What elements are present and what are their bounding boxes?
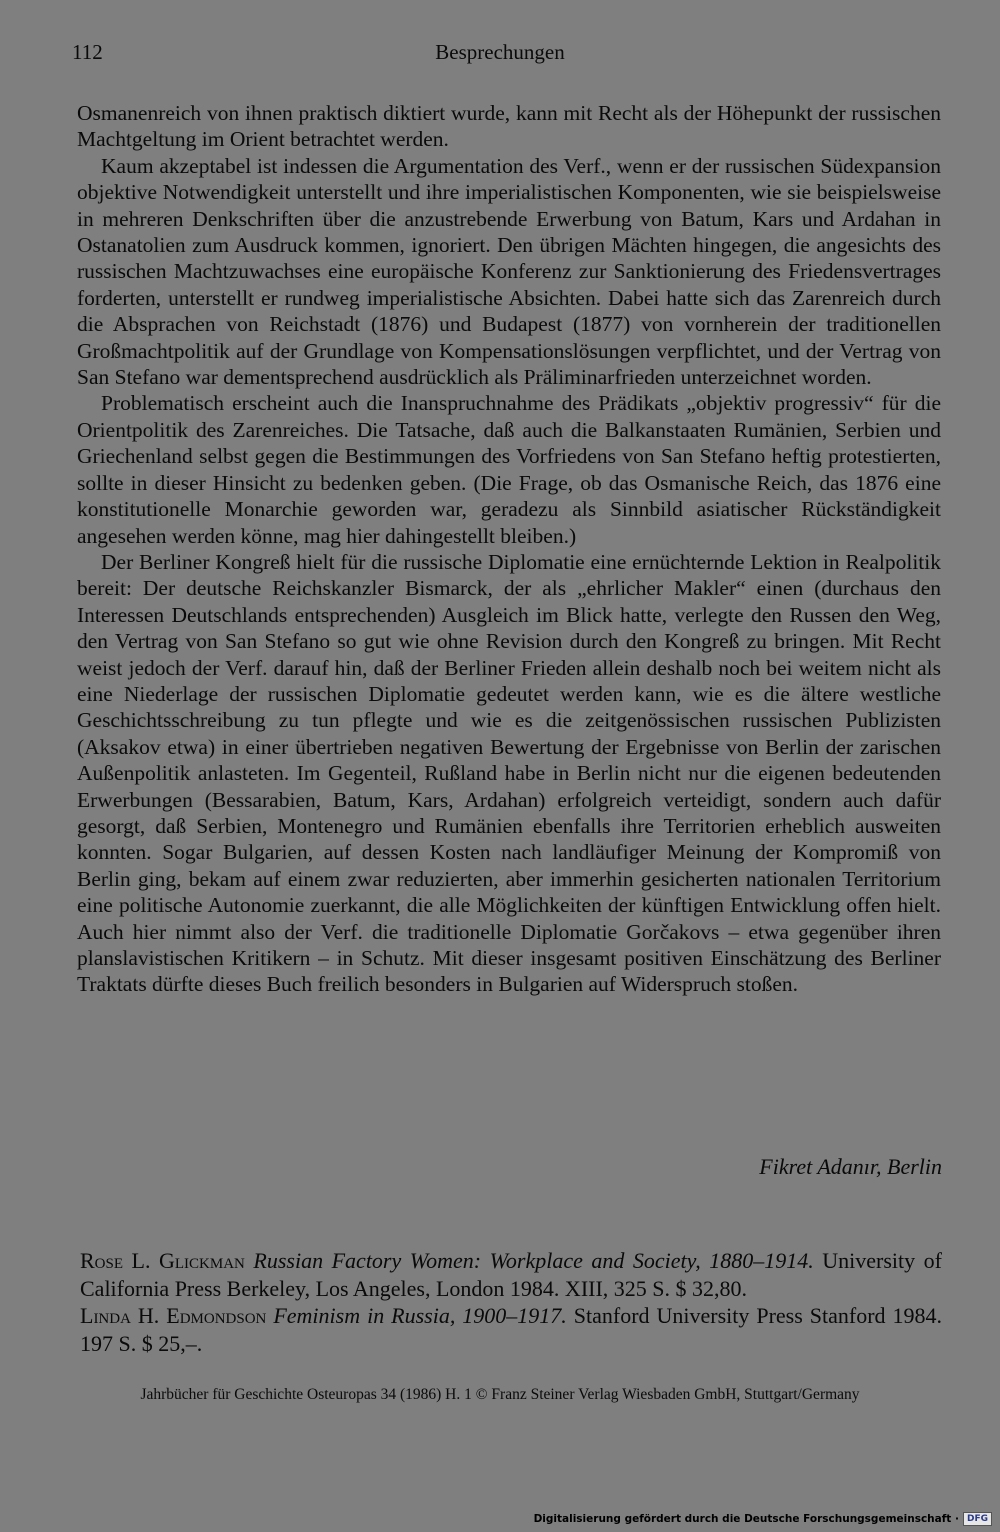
- bib-author: Rose L. Glickman: [80, 1248, 245, 1273]
- bib-publication: University of California Press Berkeley, Los Angeles, London 1984. XIII, 325 S. $ 32,80.: [80, 1248, 943, 1301]
- bib-title: Feminism in Russia, 1900–1917.: [273, 1303, 567, 1328]
- review-paragraph: Osmanenreich von ihnen praktisch diktiert wurde, kann mit Recht als der Höhepunkt der russischen Machtgeltung im Orient betrachtet werden.: [77, 101, 941, 152]
- journal-footer: Jahrbücher für Geschichte Osteuropas 34 (1986) H. 1 © Franz Steiner Verlag Wiesbaden GmbH, Stuttgart/Germany: [140, 1386, 860, 1403]
- digitization-notice: [534, 1512, 992, 1526]
- page-number: 112: [72, 40, 103, 64]
- review-paragraph: Kaum akzeptabel ist indessen die Argumentation des Verf., wenn er der russischen Südexpansion objektive Notwendigkeit unterstellt und ihre imperialistischen Komponenten, wie sie beispielsweise in mehreren Denkschriften über die anzustrebende Erwerbung von Batum, Kars und Ardahan in Ostanatolien zum Ausdruck kommen, ignoriert. Den übrigen Mächten hingegen, die angesichts des russischen Machtzuwachses eine europäische Konferenz zur Sanktionierung des Friedensvertrages forderten, unterstellt er rundweg imperialistische Absichten. Dabei hatte sich das Zarenreich durch die Absprachen von Reichstadt (1876) und Budapest (1877) von vornherein der traditionellen Großmachtpolitik auf der Grundlage von Kompensationslösungen verpflichtet, und der Vertrag von San Stefano war dementsprechend ausdrücklich als Präliminarfrieden unterzeichnet worden.: [77, 153, 941, 390]
- review-paragraph: Problematisch erscheint auch die Inanspruchnahme des Prädikats „objektiv progressiv“ für die Orientpolitik des Zarenreiches. Die Tatsache, daß auch die Balkanstaaten Rumänien, Serbien und Griechenland selbst gegen die Bestimmungen des Vorfriedens von San Stefano heftig protestierten, sollte in dieser Hinsicht zu bedenken geben. (Die Frage, ob das Osmanische Reich, das 1876 eine konstitutionelle Monarchie geworden war, geradezu als Sinnbild asiatischer Rückständigkeit angesehen werden könne, mag hier dahingestellt bleiben.): [77, 391, 941, 548]
- running-title: Besprechungen: [435, 40, 565, 64]
- review-body: [77, 100, 941, 998]
- bibliography-entry: [80, 1302, 942, 1358]
- bib-author: Linda H. Edmondson: [80, 1303, 267, 1328]
- bibliography-entry: [80, 1247, 942, 1303]
- review-paragraph: Der Berliner Kongreß hielt für die russische Diplomatie eine ernüchternde Lektion in Realpolitik bereit: Der deutsche Reichskanzler Bismarck, der als „ehrlicher Makler“ einen (durchaus den Interessen Deutschlands entsprechenden) Ausgleich im Blick hatte, verlegte den Russen den Weg, den Vertrag von San Stefano so gut wie ohne Revision durch den Kongreß zu bringen. Mit Recht weist jedoch der Verf. darauf hin, daß der Berliner Frieden allein deshalb noch bei weitem nicht als eine Niederlage der russischen Diplomatie gedeutet werden kann, wie es die ältere westliche Geschichtsschreibung zu tun pflegte und wie es die zeitgenössischen russischen Publizisten (Aksakov etwa) in einer übertrieben negativen Bewertung der Ergebnisse von Berlin der zarischen Außenpolitik anlasteten. Im Gegenteil, Rußland habe in Berlin nicht nur die eigenen bedeutenden Erwerbungen (Bessarabien, Batum, Kars, Ardahan) erfolgreich verteidigt, sondern auch dafür gesorgt, daß Serbien, Montenegro und Rumänien ebenfalls ihre Territorien erheblich ausweiten konnten. Sogar Bulgarien, auf dessen Kosten nach landläufiger Meinung der Kompromiß von Berlin ging, bekam auf einem zwar reduzierten, aber immerhin gesicherten nationalen Territorium eine politische Autonomie zuerkannt, die alle Möglichkeiten der künftigen Entwicklung offen hielt. Auch hier nimmt also der Verf. die traditionelle Diplomatie Gorčakovs – etwa gegenüber ihren planslavistischen Kritikern – in Schutz. Mit dieser insgesamt positiven Einschätzung des Berliner Traktats dürfte dieses Buch freilich besonders in Bulgarien auf Widerspruch stoßen.: [77, 549, 941, 997]
- bib-publication: Stanford University Press Stanford 1984. 197 S. $ 25,–.: [80, 1303, 942, 1356]
- digitization-text: Digitalisierung gefördert durch die Deutsche Forschungsgemeinschaft ·: [533, 1513, 959, 1525]
- reviewer-signature: Fikret Adanır, Berlin: [759, 1154, 942, 1179]
- dfg-logo-icon: DFG: [963, 1512, 992, 1526]
- bib-title: Russian Factory Women: Workplace and Society, 1880–1914.: [253, 1248, 814, 1273]
